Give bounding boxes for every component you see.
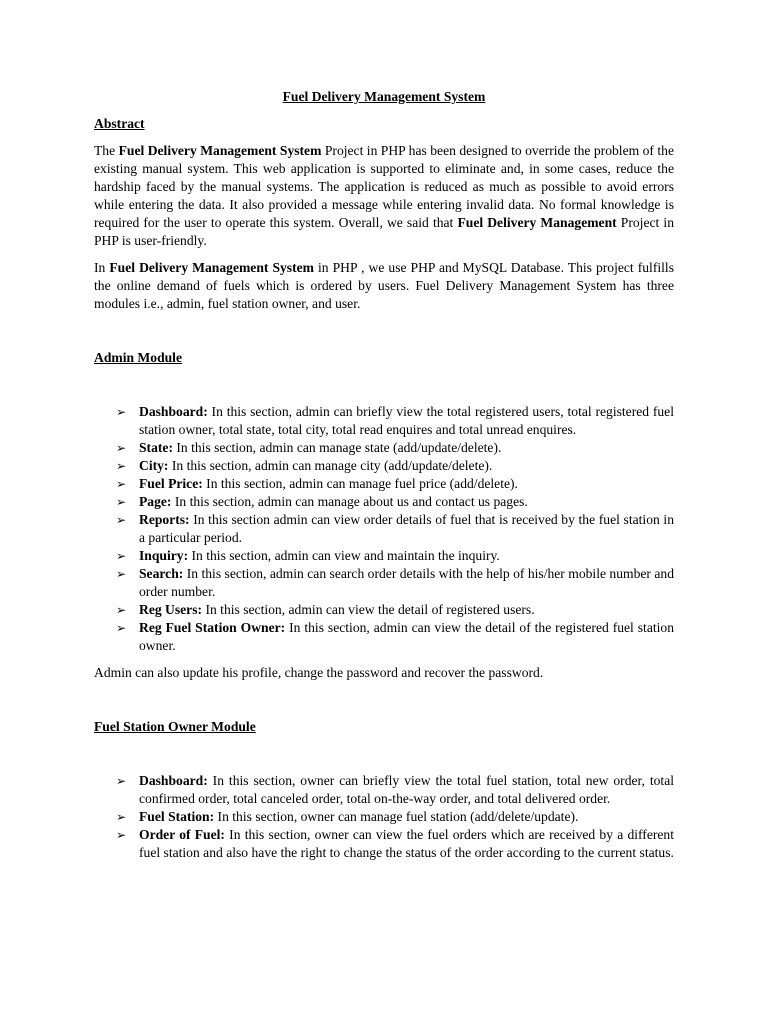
arrow-bullet-icon: ➢	[116, 810, 127, 824]
list-item-term: Fuel Station:	[139, 809, 215, 824]
list-item	[94, 547, 674, 565]
list-item-term: Fuel Price:	[139, 476, 203, 491]
arrow-bullet-icon: ➢	[116, 477, 127, 491]
list-item-text: In this section, admin can view the detail of registered users.	[202, 602, 535, 617]
list-item-text: In this section, admin can view the detail of the registered fuel station owner.	[139, 620, 674, 653]
abstract-p2-bold1: Fuel Delivery Management System	[109, 260, 314, 275]
arrow-bullet-icon: ➢	[116, 603, 127, 617]
list-item-text: In this section, admin can view and maintain the inquiry.	[188, 548, 500, 563]
arrow-bullet-icon: ➢	[116, 567, 127, 581]
list-item-text: In this section, owner can manage fuel station (add/delete/update).	[214, 809, 579, 824]
list-item-text: In this section, admin can manage state (add/update/delete).	[172, 440, 502, 455]
arrow-bullet-icon: ➢	[116, 495, 127, 509]
abstract-p1-bold1: Fuel Delivery Management System	[118, 143, 322, 158]
list-item-text: In this section, admin can search order details with the help of his/her mobile number and order number.	[139, 566, 674, 599]
list-item	[94, 493, 674, 511]
list-item-text: In this section, admin can briefly view the total registered users, total registered fuel station owner, total state, total city, total read enquires and total unread enquires.	[139, 404, 674, 437]
abstract-paragraph-2	[94, 259, 674, 313]
arrow-bullet-icon: ➢	[116, 513, 127, 527]
list-item-term: Dashboard:	[139, 404, 208, 419]
list-item	[94, 826, 674, 862]
document-title: Fuel Delivery Management System	[282, 89, 486, 104]
arrow-bullet-icon: ➢	[116, 621, 127, 635]
abstract-heading: Abstract	[94, 116, 145, 131]
list-item-text: In this section, admin can manage city (add/update/delete).	[168, 458, 493, 473]
arrow-bullet-icon: ➢	[116, 828, 127, 842]
abstract-p2-post: in PHP , we use PHP and MySQL Database. This project fulfills the online demand of fuels which is ordered by users. Fuel Delivery Management System has three modules i.e., admin, fuel station owner, and user.	[94, 260, 674, 311]
list-item-term: Inquiry:	[139, 548, 189, 563]
arrow-bullet-icon: ➢	[116, 459, 127, 473]
arrow-bullet-icon: ➢	[116, 405, 127, 419]
list-item-text: In this section, owner can view the fuel orders which are received by a different fuel station and also have the right to change the status of the order according to the current status.	[139, 827, 675, 860]
arrow-bullet-icon: ➢	[116, 549, 127, 563]
list-item	[94, 601, 674, 619]
list-item-term: Reports:	[139, 512, 190, 527]
list-item-term: Search:	[139, 566, 184, 581]
abstract-p1-pre: The	[94, 143, 119, 158]
admin-module-list	[94, 403, 674, 655]
owner-module-list	[94, 772, 674, 862]
abstract-p1-mid: Project in PHP has been designed to override the problem of the existing manual system. This web application is supported to eliminate and, in some cases, reduce the hardship faced by the manual systems. The application is reduced as much as possible to avoid errors while entering the data. It also provided a message while entering invalid data. No formal knowledge is required for the user to operate this system. Overall, we said that	[94, 143, 674, 230]
list-item-term: Page:	[139, 494, 172, 509]
list-item-term: Dashboard:	[139, 773, 208, 788]
owner-module-heading: Fuel Station Owner Module	[94, 719, 256, 734]
list-item	[94, 565, 674, 601]
arrow-bullet-icon: ➢	[116, 774, 127, 788]
list-item-term: Reg Users:	[139, 602, 203, 617]
list-item-text: In this section, admin can manage fuel price (add/delete).	[202, 476, 518, 491]
admin-note: Admin can also update his profile, change the password and recover the password.	[94, 665, 544, 680]
list-item	[94, 439, 674, 457]
abstract-p2-pre: In	[94, 260, 110, 275]
list-item	[94, 511, 674, 547]
list-item-term: City:	[139, 458, 169, 473]
list-item	[94, 619, 674, 655]
document-body	[94, 88, 674, 862]
list-item	[94, 403, 674, 439]
abstract-p1-bold2: Fuel Delivery Management	[457, 215, 617, 230]
arrow-bullet-icon: ➢	[116, 441, 127, 455]
abstract-p1-post: Project in PHP is user-friendly.	[94, 215, 674, 248]
list-item	[94, 475, 674, 493]
list-item-term: Order of Fuel:	[139, 827, 225, 842]
list-item-text: In this section admin can view order details of fuel that is received by the fuel station in a particular period.	[139, 512, 674, 545]
list-item-term: State:	[139, 440, 173, 455]
admin-module-heading: Admin Module	[94, 350, 182, 365]
abstract-paragraph-1	[94, 142, 674, 250]
list-item-text: In this section, owner can briefly view the total fuel station, total new order, total confirmed order, total canceled order, total on-the-way order, and total delivered order.	[139, 773, 674, 806]
list-item-text: In this section, admin can manage about us and contact us pages.	[171, 494, 528, 509]
list-item-term: Reg Fuel Station Owner:	[139, 620, 286, 635]
list-item	[94, 457, 674, 475]
list-item	[94, 808, 674, 826]
list-item	[94, 772, 674, 808]
